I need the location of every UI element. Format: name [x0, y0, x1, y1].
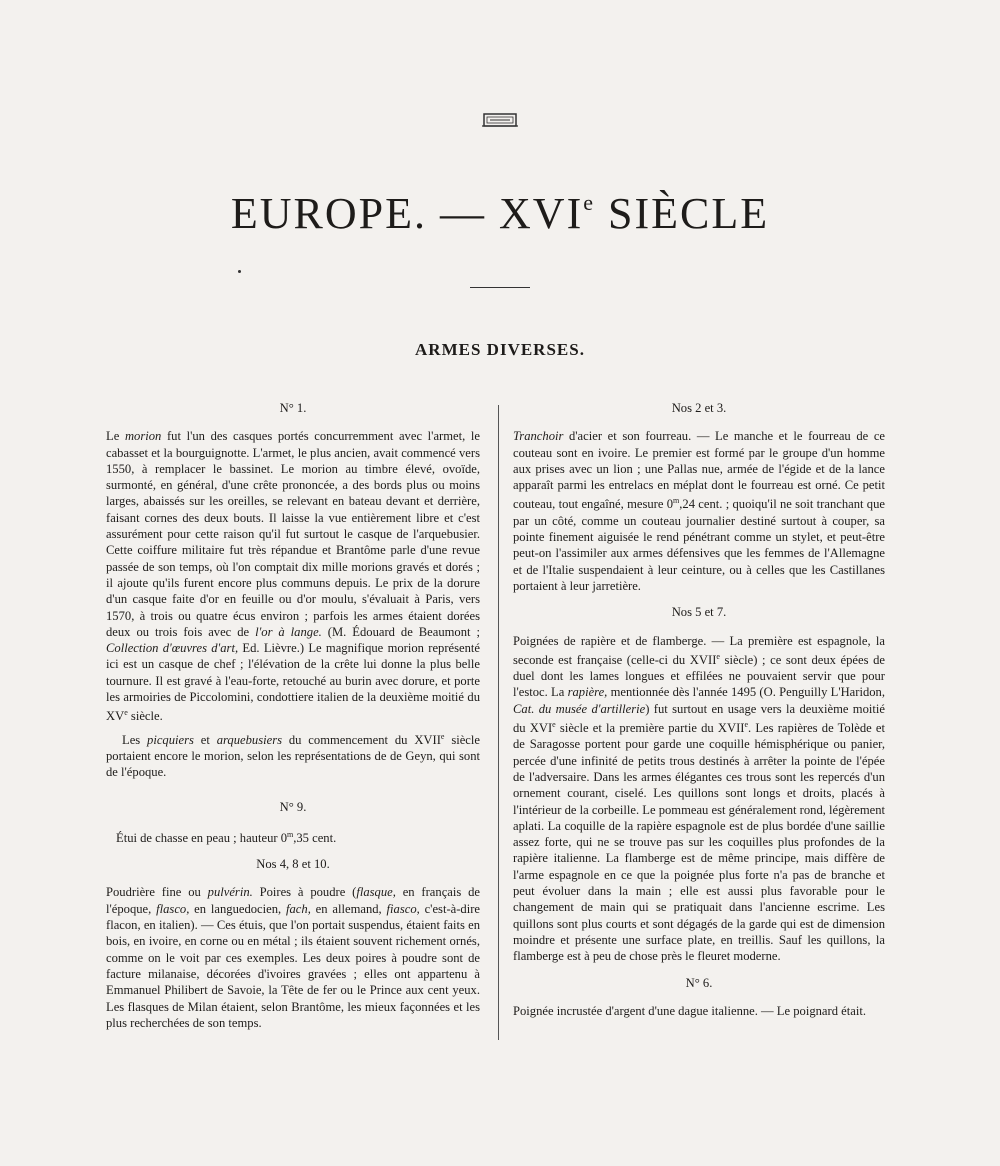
text-run: e — [440, 731, 445, 741]
text-run: flasco, — [156, 901, 190, 916]
text-run: Le — [106, 429, 125, 444]
title-rule-divider — [470, 287, 530, 288]
entry-number-2-3: Nos 2 et 3. — [671, 401, 727, 415]
text-run: picquiers — [147, 732, 194, 747]
text-run: ,24 cent. ; quoiqu'il ne soit tranchant que par un côté, comme un couteau journalier destiné surtout à couper, sa pointe finement aiguisée le rend pénétrant comme un stylet, et peut-être peut-on l'assimiler aux armes défensives que les femmes de l'Allemagne et de l'Italie suspendaient à leur ceinture, ou à celles que les Castillanes portaient à leur jarretière. — [513, 497, 885, 593]
entry-number-4-8-10: Nos 4, 8 et 10. — [256, 857, 330, 872]
entry-1-paragraph-2 — [106, 729, 480, 781]
text-run: morion — [124, 429, 162, 444]
text-run: Poignées de rapière et de flamberge. — La première est espagnole, la seconde est française (celle-ci du XVII — [513, 633, 885, 667]
title-part-a: EUROPE. — XVI — [230, 189, 584, 238]
text-run: en languedocien, — [189, 901, 287, 916]
title-superscript: e — [583, 190, 595, 215]
entry-4-8-10-text — [106, 884, 480, 1031]
text-run: rapière, — [567, 685, 608, 700]
entry-number-5-7: Nos 5 et 7. — [671, 605, 727, 620]
text-run: en français de l'époque, — [106, 885, 480, 916]
entry-number-6: N° 6. — [685, 975, 713, 990]
entry-5-7-text — [513, 633, 885, 965]
column-divider — [498, 405, 499, 1040]
text-run: flasque, — [356, 885, 396, 900]
text-run: Cat. du musée d'artillerie — [513, 701, 646, 716]
text-run: m — [287, 829, 294, 839]
text-run: siècle. — [127, 709, 163, 724]
text-run: ) fut surtout en usage vers la deuxième moitié du XVI — [513, 701, 885, 736]
vignette-ornament-icon — [480, 110, 520, 130]
text-run: e — [552, 720, 556, 730]
title-part-b: SIÈCLE — [594, 189, 770, 238]
text-run: siècle portaient encore le morion, selon les représentations de de Geyn, qui sont de l'époque. — [106, 732, 480, 780]
text-run: Collection d'œuvres d'art, — [106, 641, 239, 656]
text-run: en allemand, — [310, 901, 387, 916]
text-run: d'acier et son fourreau. — Le manche et le fourreau de ce couteau sont en ivoire. Le premier est formé par le groupe d'un homme aux prises avec un lion ; une Pallas nue, armée de l'égide et de la lance apparaît parmi les entrelacs en méplat dont le fourreau est orné. Ce petit couteau, tout engaîné, mesure 0 — [513, 429, 885, 512]
entry-number-9: N° 9. — [279, 799, 307, 814]
text-run: Étui de chasse en peau ; hauteur 0 — [116, 830, 287, 845]
entry-1-paragraph-1 — [106, 428, 480, 724]
entry-number-1: N° 1. — [279, 401, 307, 415]
section-heading: ARMES DIVERSES. — [415, 340, 585, 359]
text-run: fach, — [286, 901, 311, 916]
text-run: e — [124, 708, 128, 718]
entry-2-3-text — [513, 428, 885, 594]
text-run: m — [673, 496, 680, 506]
text-run: du commencement du XVII — [282, 732, 441, 747]
text-run: siècle et la première partie du XVII — [555, 721, 745, 736]
text-run: Poignée incrustée d'argent d'une dague italienne. — Le poignard était. — [513, 1003, 866, 1018]
stray-dot — [238, 270, 241, 273]
text-run: pulvérin. — [207, 885, 253, 900]
entry-9-text — [106, 827, 480, 846]
text-run: siècle) ; ce sont deux épées de duel dont les lames longues et effilées ne pouvaient servir que pour l'estoc. La — [513, 652, 885, 700]
text-run: Les — [122, 732, 148, 747]
text-run: e — [744, 720, 749, 730]
text-run: mentionnée dès l'année 1495 (O. Penguilly L'Haridon, — [607, 685, 886, 700]
left-column — [106, 400, 480, 1035]
entry-6-text — [513, 1003, 885, 1019]
text-run: l'or à lange. — [255, 624, 322, 639]
text-run: ,35 cent. — [293, 830, 337, 845]
right-column — [513, 400, 885, 1023]
text-run: fut l'un des casques portés concurremment avec l'armet, le cabasset et la bourguignotte. L'armet, le plus ancien, avait commencé vers 1550, à remplacer le bassinet. Le morion au timbre élevé, ovoïde, surmonté, en général, d'une crête prononcée, a des bords plus ou moins larges, abaissés sur les oreilles, se relevant en bateau devant et derrière, faisant cornes des deux bouts. Il laisse la vue entièrement libre et c'est assurément pour cette raison qu'il fut surtout le casque de l'arquebusier. Cette coiffure militaire fut très répandue et Brantôme parle d'une revue passée de son temps, où l'on comptait dix mille morions gravés et dorés ; il ajoute qu'ils furent encore plus communs depuis. Le prix de la dorure d'un casque faite d'or en feuille ou d'or moulu, s'évaluait à Paris, vers 1570, à trois ou quatre écus environ ; parfois les armes étaient dorées deux ou trois fois avec de — [106, 429, 480, 639]
text-run: Poudrière fine ou — [106, 885, 208, 900]
text-run: e — [716, 651, 720, 661]
text-run: Poires à poudre ( — [252, 885, 357, 900]
text-run: fiasco, — [386, 901, 420, 916]
text-run: (M. Édouard de Beaumont ; — [321, 624, 480, 639]
text-run: et — [193, 732, 217, 747]
text-run: arquebusiers — [216, 732, 283, 747]
text-run: Tranchoir — [513, 429, 564, 444]
text-run: c'est-à-dire flacon, en italien). — Ces étuis, que l'on portait suspendus, étaient faits en bois, en ivoire, en corne ou en métal ; ils étaient souvent richement ornés, comme on le voit par ces exemples. Les deux poires à poudre sont de facture milanaise, décorées d'ivoires gravées ; elles ont appartenu à Emmanuel Philibert de Savoie, la Tête de fer ou le Prince aux cent yeux. Les flasques de Milan étaient, selon Brantôme, les mieux façonnées et les plus recherchées de son temps. — [106, 901, 480, 1030]
text-run: Ed. Lièvre.) Le magnifique morion représenté ici est un casque de chef ; l'élévation de la crête lui donne la plus belle tournure. Il est gravé à l'eau-forte, retouché au burin avec dorure, et porte les armoiries de Piccolomini, condottiere italien de la deuxième moitié du XV — [106, 641, 480, 724]
page-title — [0, 188, 1000, 239]
text-run: . Les rapières de Tolède et de Saragosse portent pour garde une coquille hémisphérique ou panier, percée d'une infinité de petits trous destinés à arrêter la pointe de l'épée de l'adversaire. Dans les armes élégantes ces trous sont les repercés d'un ornement courant, ciselé. Les quillons sont longs et droits, placés à l'intérieur de la corbeille. Le pommeau est généralement rond, légèrement aplati. La coquille de la rapière espagnole est de plus bordée d'une saillie assez forte, qui ne se trouve pas sur les coquilles plus profondes de la rapière italienne. La flamberge est de même principe, mais diffère de l'arme espagnole en ce que la poignée plus forte n'a pas de branche et peut évoluer dans la main ; elle est aussi plus favorable pour le changement de main qui se pratiquait dans l'ancienne escrime. Les quillons sont plus courts et sont dégagés de la garde qui est de dimension moindre et présente une surface plate, en treillis. Sauf les quillons, la flamberge est à peu de chose près le fleuret moderne. — [513, 721, 885, 964]
